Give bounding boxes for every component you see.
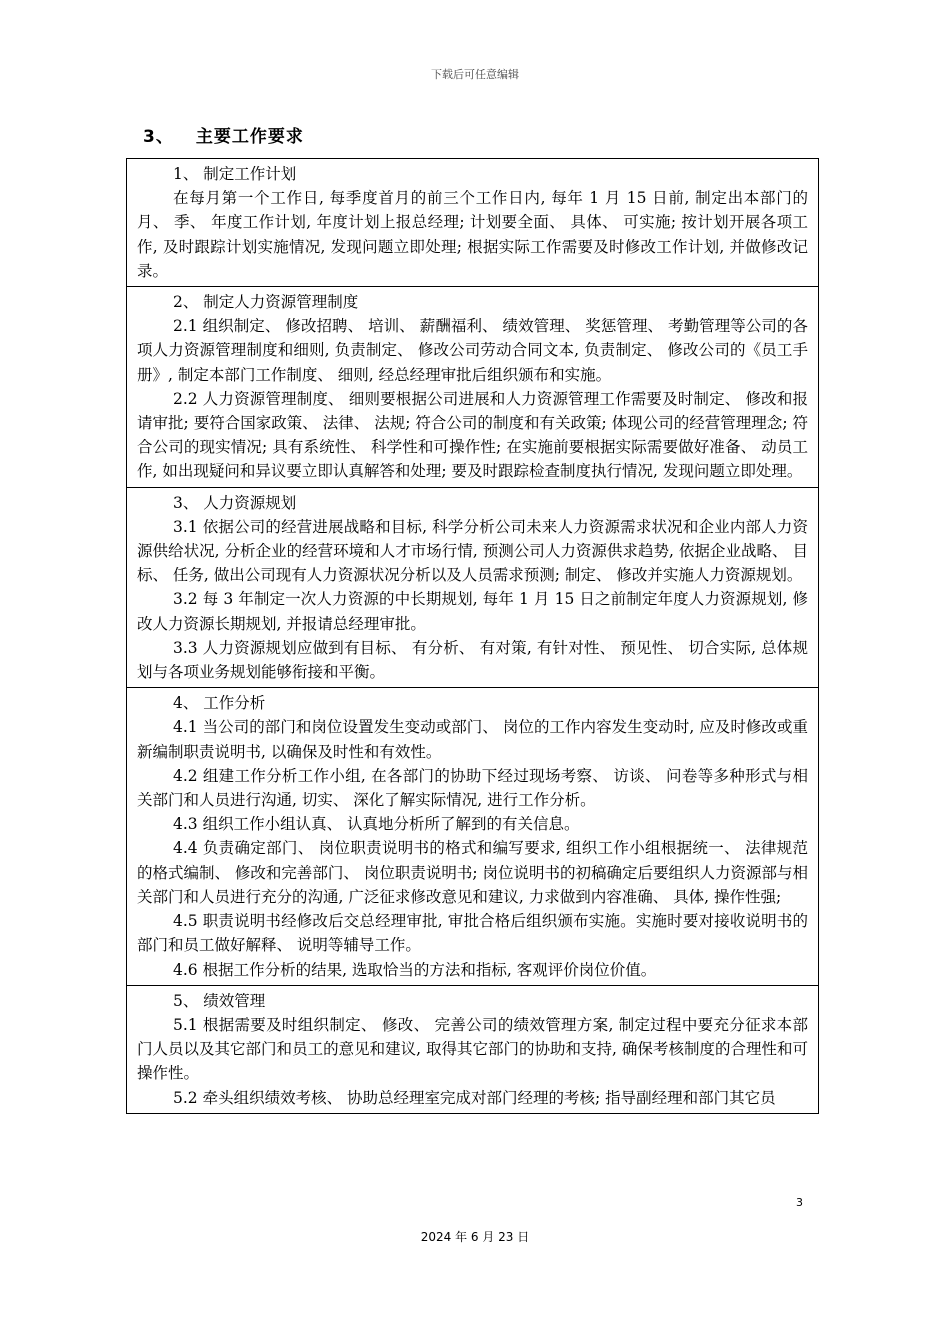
section-title — [143, 122, 304, 147]
block-paragraph: 在每月第一个工作日, 每季度首月的前三个工作日内, 每年 1 月 15 日前, 制定出本部门的月、 季、 年度工作计划, 年度计划上报总经理; 计划要全面、 具体、 可实施; 按计划开展各项工作, 及时跟踪计划实施情况, 发现问题立即处理; 根据实际工作需要及时修改工作计划, 并做修改记录。 — [137, 189, 808, 280]
block-paragraph: 4.2 组建工作分析工作小组, 在各部门的协助下经过现场考察、 访谈、 问卷等多种形式与相关部门和人员进行沟通, 切实、 深化了解实际情况, 进行工作分析。 — [137, 766, 808, 810]
table-cell — [127, 985, 819, 1113]
header-note: 下载后可任意编辑 — [431, 68, 519, 81]
block-title: 2、 制定人力资源管理制度 — [173, 293, 359, 312]
table-cell — [127, 487, 819, 688]
section-number: 3、 — [143, 127, 174, 147]
block-paragraph: 4.6 根据工作分析的结果, 选取恰当的方法和指标, 客观评价岗位价值。 — [173, 960, 657, 979]
block-paragraph: 5.2 牵头组织绩效考核、 协助总经理室完成对部门经理的考核; 指导副经理和部门其它员 — [173, 1088, 776, 1107]
block-paragraph: 4.3 组织工作小组认真、 认真地分析所了解到的有关信息。 — [173, 815, 580, 834]
block-paragraph: 4.4 负责确定部门、 岗位职责说明书的格式和编写要求, 组织工作小组根据统一、 法律规范的格式编制、 修改和完善部门、 岗位职责说明书; 岗位说明书的初稿确定后要组织人力资源部与相关部门和人员进行充分的沟通, 广泛征求修改意见和建议, 力求做到内容准确、 具体, 操作性强; — [137, 839, 809, 906]
block-paragraph: 3.2 每 3 年制定一次人力资源的中长期规划, 每年 1 月 15 日之前制定年度人力资源规划, 修改人力资源长期规划, 并报请总经理审批。 — [137, 590, 808, 633]
block-title: 3、 人力资源规划 — [173, 493, 297, 512]
table-row-3 — [127, 487, 819, 688]
table-row-5 — [127, 985, 819, 1113]
table-row-2 — [127, 287, 819, 488]
block-paragraph: 2.1 组织制定、 修改招聘、 培训、 薪酬福利、 绩效管理、 奖惩管理、 考勤管理等公司的各项人力资源管理制度和细则, 负责制定、 修改公司劳动合同文本, 负责制定、 修改公司的《员工手册》, 制定本部门工作制度、 细则, 经总经理审批后组织颁布和实施。 — [137, 317, 808, 384]
block-title: 5、 绩效管理 — [173, 991, 266, 1010]
block-paragraph: 3.3 人力资源规划应做到有目标、 有分析、 有对策, 有针对性、 预见性、 切合实际, 总体规划与各项业务规划能够衔接和平衡。 — [137, 638, 808, 682]
requirements-table — [126, 158, 819, 1114]
table-row-1 — [127, 159, 819, 287]
block-paragraph: 3.1 依据公司的经营进展战略和目标, 科学分析公司未来人力资源需求状况和企业内部人力资源供给状况, 分析企业的经营环境和人才市场行情, 预测公司人力资源供求趋势, 依据企业战略、 目标、 任务, 做出公司现有人力资源状况分析以及人员需求预测; 制定、 修改并实施人力资源规划。 — [137, 517, 808, 585]
page-number: 3 — [796, 1196, 803, 1209]
block-title: 4、 工作分析 — [173, 694, 266, 713]
table-cell — [127, 159, 819, 287]
block-title: 1、 制定工作计划 — [173, 165, 297, 183]
block-paragraph: 4.1 当公司的部门和岗位设置发生变动或部门、 岗位的工作内容发生变动时, 应及时修改或重新编制职责说明书, 以确保及时性和有效性。 — [137, 718, 808, 761]
block-paragraph: 4.5 职责说明书经修改后交总经理审批, 审批合格后组织颁布实施。实施时要对接收说明书的部门和员工做好解释、 说明等辅导工作。 — [137, 912, 808, 955]
block-paragraph: 5.1 根据需要及时组织制定、 修改、 完善公司的绩效管理方案, 制定过程中要充分征求本部门人员以及其它部门和员工的意见和建议, 取得其它部门的协助和支持, 确保考核制度的合理性和可操作性。 — [137, 1015, 808, 1083]
section-title-text: 主要工作要求 — [195, 127, 304, 147]
footer-date: 2024 年 6 月 23 日 — [420, 1230, 530, 1244]
table-row-4 — [127, 688, 819, 985]
table-cell — [127, 688, 819, 985]
block-paragraph: 2.2 人力资源管理制度、 细则要根据公司进展和人力资源管理工作需要及时制定、 修改和报请审批; 要符合国家政策、 法律、 法规; 符合公司的制度和有关政策; 体现公司的经营管理理念; 符合公司的现实情况; 具有系统性、 科学性和可操作性; 在实施前要根据实际需要做好准备、 动员工作, 如出现疑问和异议要立即认真解答和处理; 要及时跟踪检查制度执行情况, 发现问题立即处理。 — [137, 389, 808, 481]
table-cell — [127, 287, 819, 488]
